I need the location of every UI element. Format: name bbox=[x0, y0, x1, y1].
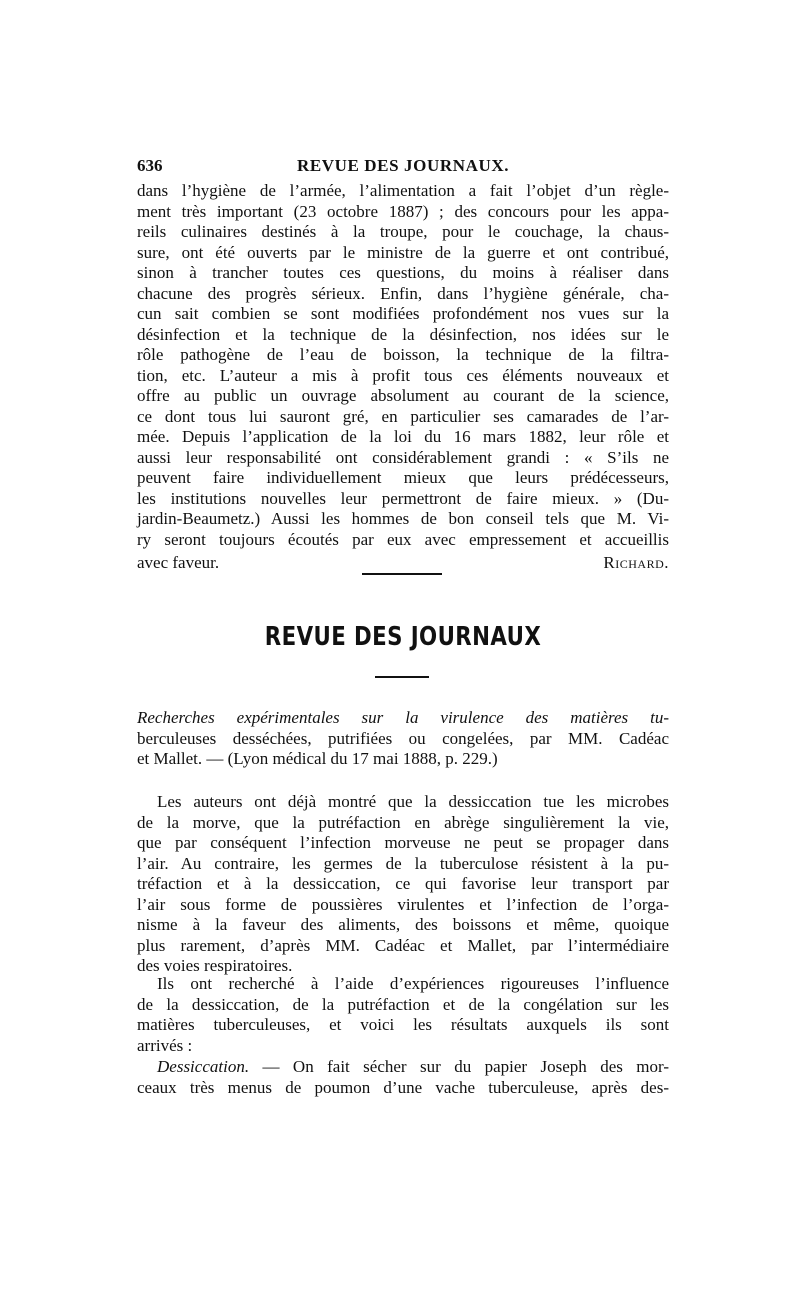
text-line: désinfection et la technique de la désinfection, nos idées sur le bbox=[137, 324, 669, 344]
text-line: plus rarement, d’après MM. Cadéac et Mallet, par l’intermédiaire bbox=[137, 935, 669, 955]
text-line: ceaux très menus de poumon d’une vache tuberculeuse, après des- bbox=[137, 1077, 669, 1097]
text-line: sinon à trancher toutes ces questions, du moins à réaliser dans bbox=[137, 263, 669, 282]
text-line: offre au public un ouvrage absolument au courant de la science, bbox=[137, 386, 669, 405]
subsection-lead: Dessiccation. bbox=[157, 1057, 250, 1076]
text-line: peuvent faire individuellement mieux que leurs prédécesseurs, bbox=[137, 468, 669, 487]
reference-line: berculeuses desséchées, putrifiées ou congelées, par MM. Cadéac bbox=[137, 728, 669, 748]
text-line: nisme à la faveur des aliments, des boissons et même, quoique bbox=[137, 915, 669, 934]
text-line: Ils ont recherché à l’aide d’expériences rigoureuses l’influence bbox=[157, 974, 669, 993]
text-line: mée. Depuis l’application de la loi du 16 mars 1882, leur rôle et bbox=[137, 427, 669, 446]
divider-rule bbox=[375, 676, 429, 678]
text-line: ment très important (23 octobre 1887) ; des concours pour les appa- bbox=[137, 201, 669, 221]
text-line: matières tuberculeuses, et voici les résultats auxquels ils sont bbox=[137, 1015, 669, 1034]
text-line: jardin-Beaumetz.) Aussi les hommes de bon conseil tels que M. Vi- bbox=[137, 509, 669, 528]
text-line: l’air. Au contraire, les germes de la tuberculose résistent à la pu- bbox=[137, 853, 669, 873]
article-reference bbox=[137, 708, 669, 770]
text-line: que par conséquent l’infection morveuse ne peut se propager dans bbox=[137, 833, 669, 852]
text-line: rôle pathogène de l’eau de boisson, la technique de la filtra- bbox=[137, 345, 669, 364]
reference-line: et Mallet. — (Lyon médical du 17 mai 1888, p. 229.) bbox=[137, 749, 498, 768]
page-number: 636 bbox=[137, 156, 163, 175]
text-line: tion, etc. L’auteur a mis à profit tous ces éléments nouveaux et bbox=[137, 365, 669, 385]
page-header bbox=[137, 156, 669, 180]
text-line: sure, ont été ouverts par le ministre de la guerre et ont contribué, bbox=[137, 242, 669, 262]
text-line: chacune des progrès sérieux. Enfin, dans l’hygiène générale, cha- bbox=[137, 283, 669, 303]
author-signature: Richard. bbox=[603, 553, 669, 572]
text-line: de la dessiccation, de la putréfaction et de la congélation sur les bbox=[137, 994, 669, 1014]
article-paragraph bbox=[137, 792, 669, 977]
closing-text: avec faveur. bbox=[137, 553, 220, 572]
review-paragraph bbox=[137, 181, 669, 550]
text-line: de la morve, que la putréfaction en abrège singulièrement la vie, bbox=[137, 812, 669, 832]
reference-line: Recherches expérimentales sur la virulence des matières tu- bbox=[137, 708, 669, 727]
text-line: dans l’hygiène de l’armée, l’alimentation a fait l’objet d’un règle- bbox=[137, 181, 669, 200]
divider-rule bbox=[362, 573, 442, 575]
text-line: Les auteurs ont déjà montré que la dessiccation tue les microbes bbox=[157, 792, 669, 811]
review-signoff bbox=[137, 553, 669, 575]
text-line: l’air sous forme de poussières virulentes et l’infection de l’orga- bbox=[137, 894, 669, 914]
text-line: aussi leur responsabilité ont considérablement grandi : « S’ils ne bbox=[137, 447, 669, 467]
text-line: ry seront toujours écoutés par eux avec empressement et accueillis bbox=[137, 529, 669, 549]
text-line: des voies respiratoires. bbox=[137, 956, 293, 975]
text-line: les institutions nouvelles leur permettront de faire mieux. » (Du- bbox=[137, 488, 669, 508]
section-title: REVUE DES JOURNAUX bbox=[264, 622, 542, 652]
text-line: ce dont tous lui sauront gré, en particulier ses camarades de l’ar- bbox=[137, 406, 669, 426]
text-line bbox=[137, 1057, 669, 1078]
text-line: cun sait combien se sont modifiées profondément nos vues sur la bbox=[137, 304, 669, 323]
article-paragraph bbox=[137, 974, 669, 1056]
text-line: arrivés : bbox=[137, 1035, 193, 1055]
article-paragraph bbox=[137, 1057, 669, 1098]
text-fragment: — On fait sécher sur du papier Joseph des mor- bbox=[262, 1057, 669, 1076]
text-line: reils culinaires destinés à la troupe, pour le couchage, la chaus- bbox=[137, 222, 669, 241]
text-line: tréfaction et à la dessiccation, ce qui favorise leur transport par bbox=[137, 874, 669, 893]
running-head: REVUE DES JOURNAUX. bbox=[296, 156, 510, 175]
